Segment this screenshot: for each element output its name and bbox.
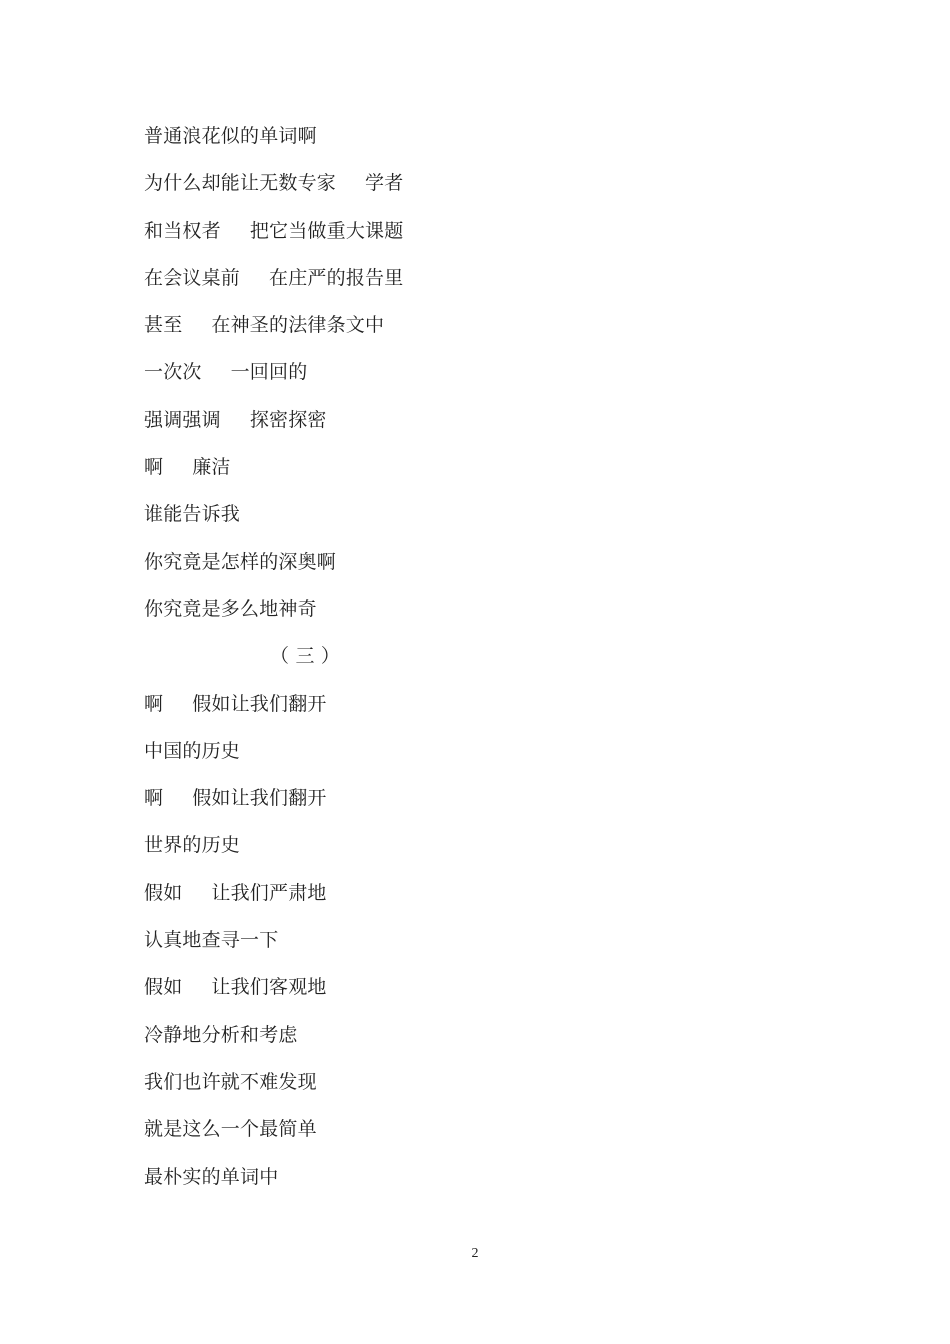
line-text: 在神圣的法律条文中	[211, 314, 385, 337]
poem-line	[144, 1064, 784, 1111]
line-text: 中国的历史	[144, 739, 241, 762]
line-text: 甚至	[144, 314, 183, 337]
line-text: 学者	[365, 172, 404, 195]
line-text: 世界的历史	[144, 834, 241, 857]
line-text: 你究竟是多么地神奇	[144, 597, 317, 620]
line-text: 啊	[144, 456, 164, 479]
poem-line	[144, 827, 784, 874]
poem-line	[144, 591, 784, 638]
line-text: 假如	[144, 881, 183, 904]
line-text: 我们也许就不难发现	[144, 1070, 317, 1093]
line-text: 普通浪花似的单词啊	[144, 125, 317, 147]
poem-line	[144, 307, 784, 354]
line-text: 在会议桌前	[144, 266, 241, 289]
poem-line	[144, 449, 784, 496]
poem-line	[144, 1159, 784, 1206]
line-text: 你究竟是怎样的深奥啊	[144, 550, 337, 573]
line-text: 冷静地分析和考虑	[144, 1023, 298, 1046]
poem-line	[144, 544, 784, 591]
line-text: 让我们严肃地	[211, 881, 327, 904]
line-text: 探密探密	[249, 408, 327, 431]
line-text: 谁能告诉我	[144, 503, 241, 526]
line-text: 让我们客观地	[211, 976, 327, 999]
line-text: 在庄严的报告里	[269, 266, 404, 289]
line-text: 为什么却能让无数专家	[144, 172, 337, 195]
line-text: 啊	[144, 692, 164, 715]
line-text: 假如让我们翻开	[192, 787, 327, 810]
poem-line	[144, 686, 784, 733]
section-heading	[144, 638, 784, 685]
line-text: 一次次	[144, 361, 202, 384]
poem-line	[144, 354, 784, 401]
line-text: 就是这么一个最简单	[144, 1118, 317, 1141]
poem-line	[144, 875, 784, 922]
poem-body	[144, 118, 784, 1206]
poem-line	[144, 733, 784, 780]
line-text: 最朴实的单词中	[144, 1165, 279, 1188]
line-text: 把它当做重大课题	[249, 219, 404, 242]
line-text: 啊	[144, 787, 164, 810]
poem-line	[144, 260, 784, 307]
line-text: 一回回的	[230, 361, 308, 384]
line-text: 认真地查寻一下	[144, 929, 279, 952]
poem-line	[144, 1111, 784, 1158]
line-text: 假如让我们翻开	[192, 692, 327, 715]
poem-line	[144, 165, 784, 212]
line-text: 强调强调	[144, 408, 221, 431]
section-heading-text: （ 三 ）	[270, 645, 341, 668]
poem-line	[144, 1017, 784, 1064]
page-number: 2	[471, 1246, 479, 1261]
poem-line	[144, 496, 784, 543]
poem-line	[144, 213, 784, 260]
line-text: 廉洁	[192, 456, 231, 479]
poem-line	[144, 922, 784, 969]
line-text: 和当权者	[144, 219, 221, 242]
poem-line	[144, 402, 784, 449]
poem-line	[144, 780, 784, 827]
poem-line	[144, 969, 784, 1016]
poem-line	[144, 118, 784, 165]
line-text: 假如	[144, 976, 183, 999]
